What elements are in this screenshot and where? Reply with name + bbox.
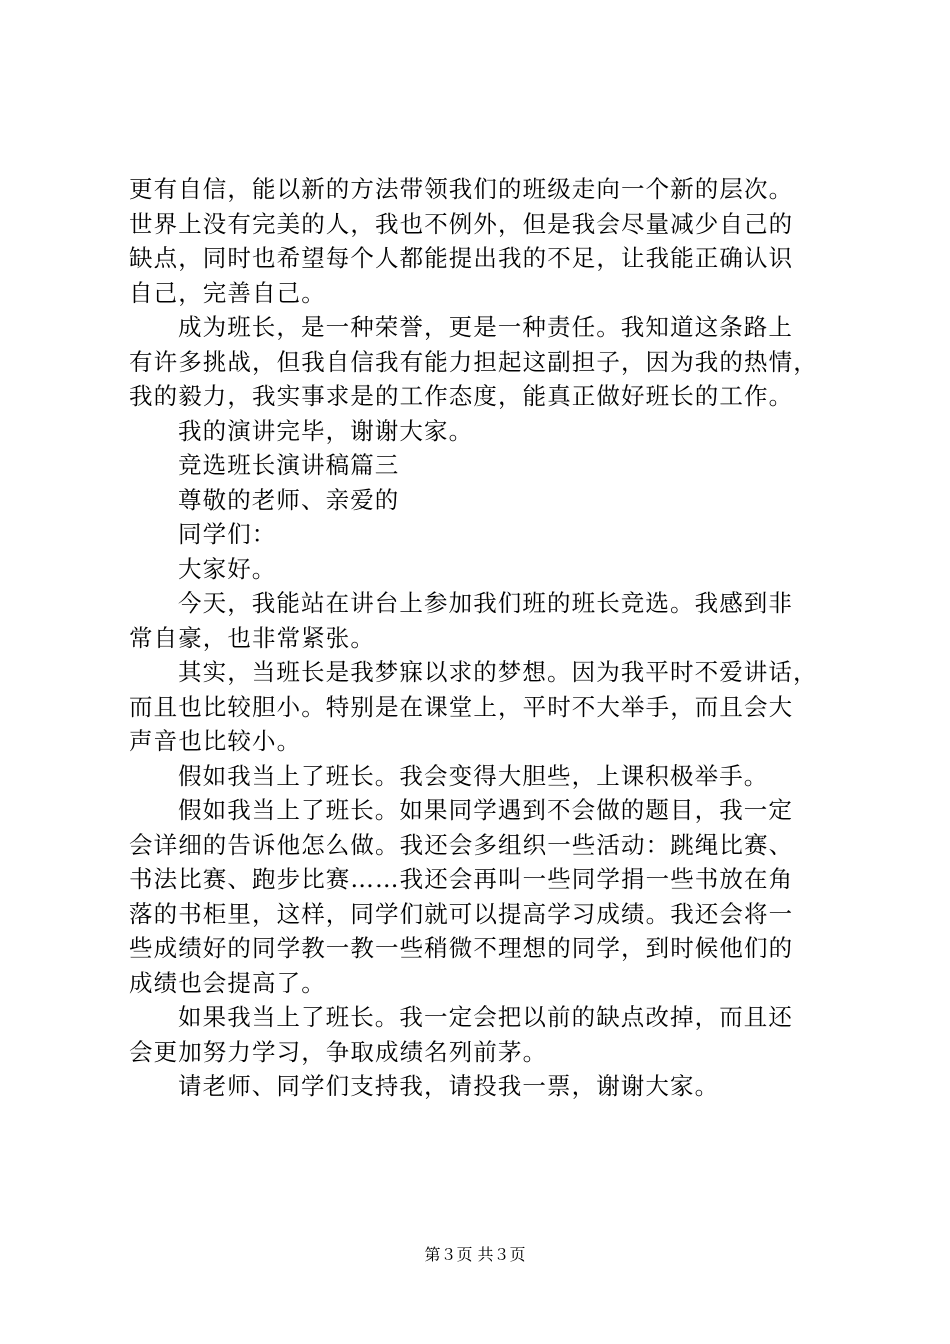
text-line: 其实，当班长是我梦寐以求的梦想。因为我平时不爱讲话， <box>178 658 818 686</box>
text-line: 常自豪，也非常紧张。 <box>129 623 375 652</box>
text-line: 假如我当上了班长。我会变得大胆些，上课积极举手。 <box>178 761 769 790</box>
text-line: 缺点，同时也希望每个人都能提出我的不足，让我能正确认识 <box>129 244 794 272</box>
text-line: 如果我当上了班长。我一定会把以前的缺点改掉，而且还 <box>178 1003 793 1031</box>
text-line: 世界上没有完美的人，我也不例外，但是我会尽量减少自己的 <box>129 209 794 238</box>
text-line: 有许多挑战，但我自信我有能力担起这副担子，因为我的热情， <box>129 347 818 376</box>
text-line: 假如我当上了班长。如果同学遇到不会做的题目，我一定 <box>178 796 793 824</box>
salutation-line: 同学们： <box>178 520 277 548</box>
text-line: 而且也比较胆小。特别是在课堂上，平时不大举手，而且会大 <box>129 692 794 721</box>
text-line: 自己，完善自己。 <box>129 278 326 307</box>
text-line: 声音也比较小。 <box>129 727 302 755</box>
page-number-footer: 第３页 共３页 <box>424 1245 526 1264</box>
document-body <box>129 172 839 1104</box>
salutation-line: 尊敬的老师、亲爱的 <box>178 485 400 514</box>
greeting-line: 大家好。 <box>178 554 277 583</box>
section-heading: 竞选班长演讲稿篇三 <box>178 451 400 479</box>
text-line: 请老师、同学们支持我，请投我一票，谢谢大家。 <box>178 1072 720 1100</box>
text-line: 今天，我能站在讲台上参加我们班的班长竞选。我感到非 <box>178 589 793 617</box>
text-line: 成为班长，是一种荣誉，更是一种责任。我知道这条路上 <box>178 313 793 341</box>
text-line: 落的书柜里，这样，同学们就可以提高学习成绩。我还会将一 <box>129 899 794 928</box>
text-line: 会详细的告诉他怎么做。我还会多组织一些活动：跳绳比赛、 <box>129 830 794 859</box>
text-line: 成绩也会提高了。 <box>129 968 326 997</box>
text-line: 我的毅力，我实事求是的工作态度，能真正做好班长的工作。 <box>129 382 794 410</box>
text-line: 些成绩好的同学教一教一些稍微不理想的同学，到时候他们的 <box>129 934 794 962</box>
text-line: 我的演讲完毕，谢谢大家。 <box>178 416 474 445</box>
text-line: 会更加努力学习，争取成绩名列前茅。 <box>129 1037 548 1066</box>
text-line: 更有自信，能以新的方法带领我们的班级走向一个新的层次。 <box>129 175 794 203</box>
text-line: 书法比赛、跑步比赛……我还会再叫一些同学捐一些书放在角 <box>129 865 794 893</box>
